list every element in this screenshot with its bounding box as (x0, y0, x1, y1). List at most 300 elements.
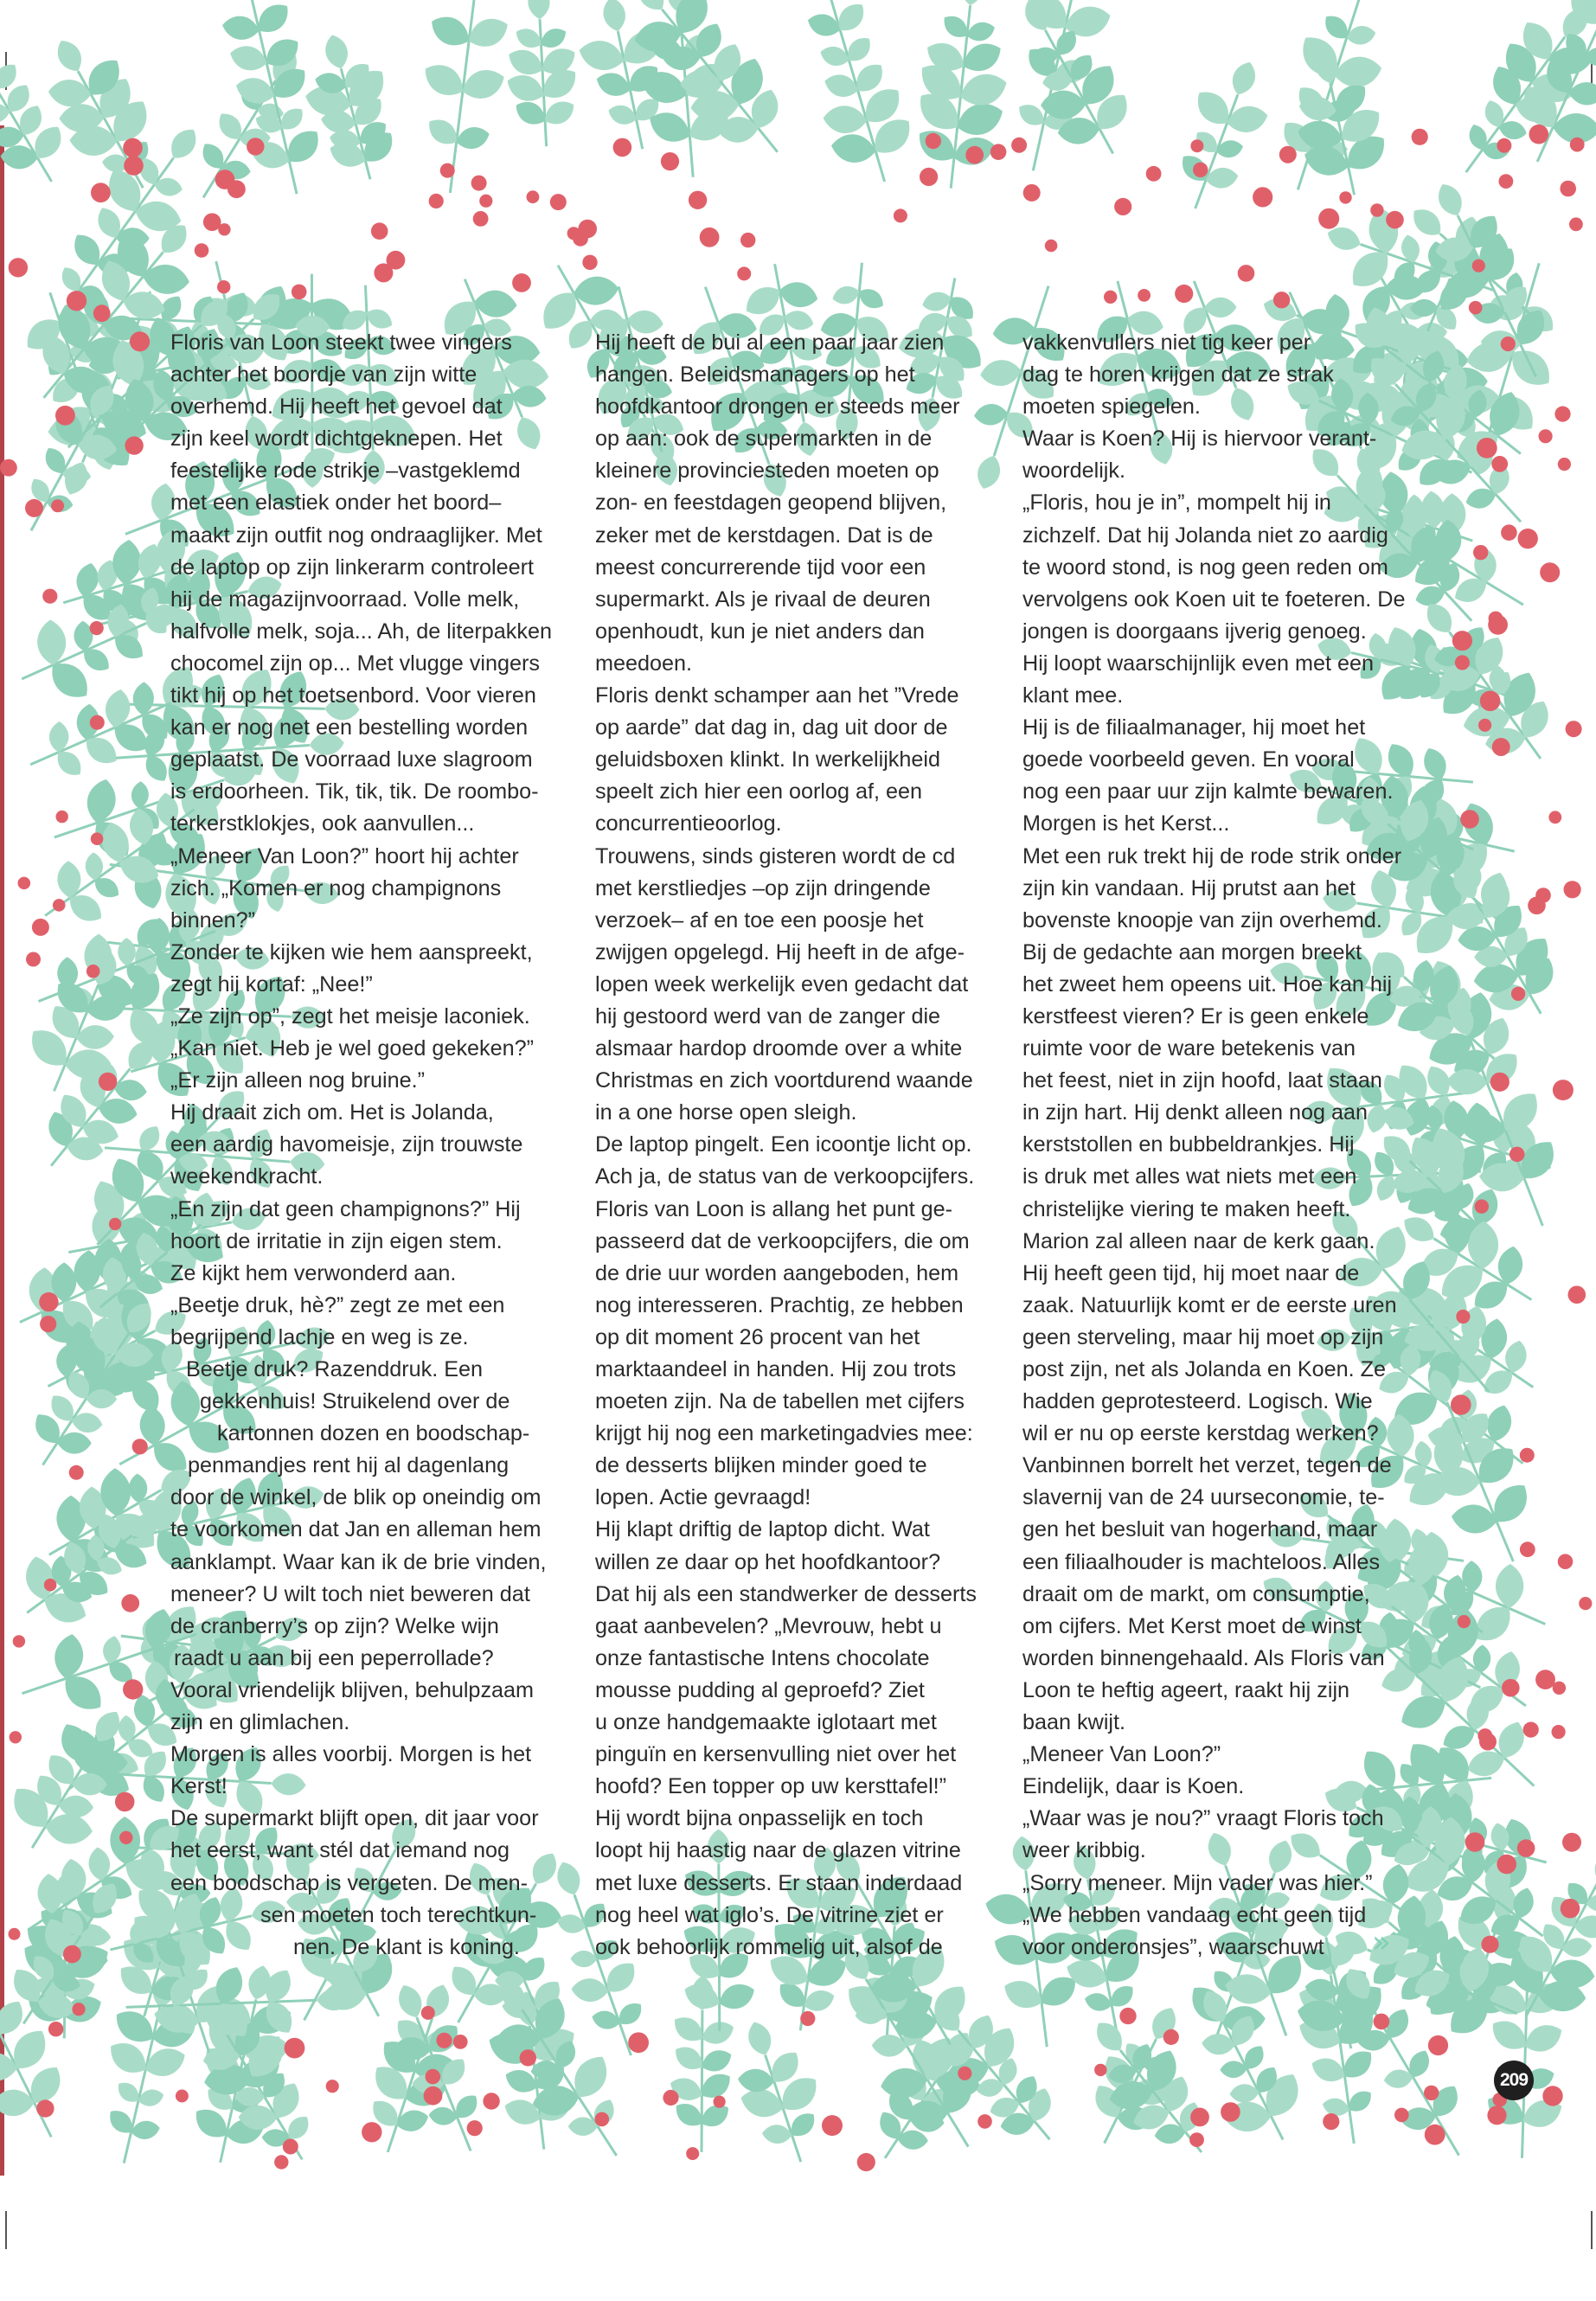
text-line: Floris denkt schamper aan het ”Vrede (595, 683, 959, 708)
text-line: Bij de gedachte aan morgen breekt (1022, 939, 1362, 965)
text-line: verzoek– af en toe een poosje het (595, 907, 924, 933)
berry-icon (1475, 1200, 1489, 1214)
text-line: met luxe desserts. Er staan inderdaad (595, 1870, 963, 1895)
text-line: feestelijke rode strikje –vastgeklemd (170, 458, 521, 484)
text-line: kleinere provinciesteden moeten op (595, 458, 939, 484)
text-line: penmandjes rent hij al dagenlang (188, 1453, 510, 1478)
berry-icon (1487, 2106, 1506, 2125)
berry-icon (217, 280, 230, 293)
text-line: is erdoorheen. Tik, tik, tik. De roombo- (170, 779, 539, 804)
text-line: passeerd dat de verkoopcijfers, die om (595, 1228, 970, 1253)
leaf-icon (454, 124, 492, 152)
text-line: woordelijk. (1022, 458, 1125, 484)
text-line: worden binnengehaald. Als Floris van (1022, 1645, 1385, 1670)
berry-icon (453, 2035, 468, 2049)
berry-icon (123, 138, 143, 158)
berry-icon (371, 222, 388, 240)
text-line: Eindelijk, daar is Koen. (1022, 1774, 1245, 1799)
text-line: achter het boordje van zijn witte (170, 362, 478, 388)
berry-icon (1511, 987, 1525, 1001)
text-line: post zijn, net als Jolanda en Koen. Ze (1022, 1357, 1387, 1381)
article-column-2 (595, 327, 1002, 1964)
berry-icon (1138, 289, 1151, 302)
leaf-icon (252, 0, 295, 40)
text-line: De supermarkt blijft open, dit jaar voor (170, 1806, 539, 1831)
berry-icon (72, 2003, 85, 2016)
berry-icon (1548, 811, 1561, 824)
text-line: zaak. Natuurlijk komt er de eerste uren (1022, 1292, 1397, 1317)
berry-icon (44, 1579, 57, 1592)
text-line: nog heel wat iglo’s. De vitrine ziet er (595, 1902, 944, 1927)
berry-icon (1542, 2086, 1562, 2106)
text-line: een boodschap is vergeten. De men- (170, 1870, 529, 1895)
text-line: het eerst, want stél dat iemand nog (170, 1838, 510, 1863)
berry-icon (1451, 1394, 1471, 1415)
text-line: Christmas en zich voortdurend waande (595, 1068, 973, 1093)
leaf-icon (804, 10, 843, 41)
leaf-icon (52, 35, 87, 76)
text-line: Floris van Loon steekt twee vingers (170, 330, 512, 355)
text-line: zijn en glimlachen. (170, 1710, 350, 1735)
berry-icon (1119, 2008, 1136, 2024)
berry-icon (1394, 2108, 1409, 2123)
berry-icon (125, 436, 143, 454)
berry-icon (1497, 1855, 1516, 1875)
berry-icon (1509, 1147, 1525, 1163)
berry-icon (429, 194, 444, 208)
berry-icon (1499, 174, 1514, 189)
text-line: lopen. Actie gevraagd! (595, 1485, 811, 1510)
berry-icon (292, 285, 307, 300)
text-line: wil er nu op eerste kerstdag werken? (1022, 1421, 1379, 1446)
text-line: het zweet hem opeens uit. Hoe kan hij (1022, 971, 1393, 997)
berry-icon (1094, 2064, 1106, 2076)
berry-icon (595, 2112, 610, 2127)
text-line: op dit moment 26 procent van het (595, 1324, 920, 1349)
berry-icon (48, 2022, 63, 2036)
berry-icon (218, 223, 230, 235)
text-line: het feest, niet in zijn hoofd, laat staan (1022, 1068, 1382, 1093)
text-line: hoofdkantoor drongen er steeds meer (595, 394, 960, 420)
berry-icon (1045, 240, 1058, 253)
text-line: zwijgen opgelegd. Hij heeft in de afge- (595, 939, 965, 965)
berry-icon (1560, 181, 1576, 197)
berry-icon (119, 1831, 132, 1844)
berry-icon (1497, 138, 1511, 153)
berry-icon (471, 176, 487, 191)
leaf-icon (823, 105, 868, 135)
text-line: in a one horse open sleigh. (595, 1100, 857, 1125)
leaf-icon (715, 1979, 759, 2015)
leaf-icon (1225, 103, 1270, 136)
berry-icon (1318, 208, 1339, 229)
berry-icon (894, 208, 907, 222)
text-line: meneer? U wilt toch niet beweren dat (170, 1581, 530, 1606)
text-line: alsmaar hardop droomde over a white (595, 1036, 963, 1061)
text-line: zichzelf. Dat hij Jolanda niet zo aardig (1022, 522, 1388, 548)
berry-icon (1535, 1670, 1555, 1689)
text-line: te woord stond, is nog geen reden om (1022, 554, 1388, 580)
text-line: door de winkel, de blik op oneindig om (170, 1485, 542, 1510)
berry-icon (1238, 265, 1255, 282)
text-line: geplaatst. De voorraad luxe slagroom (170, 747, 533, 772)
text-line: maakt zijn outfit nog ondraaglijker. Met (170, 522, 542, 548)
text-line: draait om de markt, om consumptie, (1022, 1581, 1370, 1606)
berry-icon (1189, 2132, 1204, 2147)
berry-icon (10, 1731, 22, 1743)
text-line: bovenste knoopje van zijn overhemd. (1022, 907, 1382, 933)
leaf-icon (164, 124, 202, 164)
berry-icon (36, 2099, 54, 2117)
berry-icon (115, 1792, 135, 1812)
text-line: Marion zal alleen naar de kerk gaan. (1022, 1228, 1375, 1253)
text-line: hoofd? Een topper op uw kersttafel!” (595, 1774, 947, 1799)
berry-icon (740, 233, 755, 247)
text-line: hoort de irritatie in zijn eigen stem. (170, 1228, 503, 1253)
text-line: De laptop pingelt. Een icoontje licht op. (595, 1132, 972, 1157)
leaf-icon (118, 938, 136, 966)
berry-icon (686, 2147, 699, 2160)
text-line: „Sorry meneer. Mijn vader was hier.” (1022, 1870, 1373, 1895)
berry-icon (1478, 719, 1491, 732)
berry-icon (1175, 285, 1193, 303)
text-line: kan er nog net een bestelling worden (170, 715, 529, 740)
text-line: Ach ja, de status van de verkoopcijfers. (595, 1164, 975, 1189)
text-line: kerststollen en bubbeldrankjes. Hij (1022, 1132, 1355, 1157)
text-line: Vanbinnen borrelt het verzet, tegen de (1022, 1453, 1392, 1478)
page-number-badge: 209 (1494, 2061, 1534, 2100)
berry-icon (123, 1679, 143, 1699)
leaf-icon (1589, 1846, 1596, 1887)
berry-icon (42, 589, 57, 604)
text-line: jongen is doorgaans ijverig genoeg. (1022, 619, 1367, 644)
berry-icon (550, 194, 567, 210)
berry-icon (1456, 1310, 1470, 1324)
text-line: Hij wordt bijna onpasselijk en toch (595, 1806, 924, 1831)
text-line: „Ze zijn op”, zegt het meisje laconiek. (170, 1003, 530, 1029)
berry-icon (1477, 438, 1497, 458)
text-line: Hij heeft de bui al een paar jaar zien (595, 330, 945, 355)
text-line: is druk met alles wat niets met een (1022, 1164, 1357, 1189)
text-line: in zijn hart. Hij denkt alleen nog aan (1022, 1100, 1368, 1125)
text-line: te voorkomen dat Jan en alleman hem (170, 1517, 542, 1542)
text-line: weekendkracht. (170, 1164, 324, 1189)
berry-icon (1529, 125, 1549, 144)
leaf-icon (956, 68, 1010, 112)
berry-icon (1488, 615, 1508, 635)
berry-icon (1539, 429, 1553, 443)
berry-icon (90, 715, 105, 730)
text-line: binnen?” (170, 907, 256, 933)
text-line: concurrentieoorlog. (595, 811, 782, 836)
berry-icon (1190, 139, 1203, 152)
text-line: weer kribbig. (1022, 1838, 1146, 1863)
text-line: overhemd. Hij heeft het gevoel dat (170, 394, 503, 420)
text-line: Morgen is het Kerst... (1022, 811, 1230, 836)
text-line: zegt hij kortaf: „Nee!” (170, 971, 373, 997)
berry-icon (283, 2139, 298, 2155)
berry-icon (1579, 1597, 1592, 1610)
text-line: Dat hij als een standwerker de desserts (595, 1581, 977, 1606)
berry-icon (661, 152, 679, 170)
berry-icon (426, 2069, 441, 2085)
text-line: hij gestoord werd van de zanger die (595, 1003, 941, 1029)
berry-icon (362, 2122, 381, 2142)
berry-icon (9, 258, 28, 277)
leaf-icon (83, 777, 119, 826)
berry-icon (1520, 1448, 1535, 1463)
berry-icon (1570, 138, 1585, 152)
leaf-icon (811, 0, 842, 3)
berry-icon (1339, 191, 1351, 203)
berry-icon (1452, 631, 1472, 651)
berry-icon (39, 1292, 58, 1311)
berry-icon (578, 220, 597, 239)
text-line: aanklampt. Waar kan ik de brie vinden, (170, 1549, 547, 1574)
text-line: meedoen. (595, 651, 693, 676)
berry-icon (40, 1316, 56, 1332)
text-line: nog interesseren. Prachtig, ze hebben (595, 1292, 964, 1317)
text-line: willen ze daar op het hoofdkantoor? (595, 1549, 941, 1574)
text-line: „Meneer Van Loon?” (1022, 1742, 1221, 1767)
text-line: geen sterveling, maar hij moet op zijn (1022, 1324, 1384, 1349)
text-line: kartonnen dozen en boodschap- (217, 1421, 530, 1446)
berry-icon (1492, 738, 1510, 756)
berry-icon (1558, 458, 1571, 471)
berry-icon (0, 459, 17, 477)
text-line: Morgen is alles voorbij. Morgen is het (170, 1742, 532, 1767)
berry-icon (440, 163, 455, 178)
berry-icon (1491, 456, 1508, 472)
berry-icon (479, 195, 492, 208)
berry-icon (800, 2011, 815, 2026)
text-line: raadt u aan bij een peperrollade? (174, 1645, 494, 1670)
text-line: sen moeten toch terechtkun- (260, 1902, 537, 1927)
leaf-icon (141, 2042, 189, 2082)
berry-icon (1564, 881, 1581, 898)
berry-icon (56, 811, 68, 823)
berry-icon (700, 228, 720, 247)
berry-icon (1469, 301, 1483, 315)
berry-icon (1518, 529, 1538, 548)
text-line: Hij heeft geen tijd, hij moet naar de (1022, 1260, 1360, 1285)
berry-icon (1104, 291, 1117, 304)
berry-icon (958, 2067, 971, 2080)
text-line: supermarkt. Als je rivaal de deuren (595, 586, 931, 612)
leaf-icon (103, 688, 133, 730)
berry-icon (51, 499, 64, 512)
berry-icon (1412, 129, 1428, 145)
text-line: klant mee. (1022, 683, 1124, 708)
text-line: krijgt hij nog een marketingadvies mee: (595, 1421, 973, 1446)
berry-icon (124, 156, 144, 176)
berry-icon (1473, 545, 1488, 560)
text-line: „We hebben vandaag echt geen tijd (1022, 1902, 1367, 1927)
berry-icon (1490, 1073, 1509, 1092)
berry-icon (1566, 721, 1582, 737)
berry-icon (1569, 217, 1583, 231)
text-line: tikt hij op het toetsenbord. Voor vieren (170, 683, 536, 708)
leaf-icon (1204, 297, 1236, 317)
berry-icon (53, 899, 66, 912)
berry-icon (195, 243, 209, 258)
berry-icon (247, 138, 264, 155)
text-line: de cranberry’s op zijn? Welke wijn (170, 1613, 499, 1638)
leaf-icon (234, 0, 263, 1)
berry-icon (990, 144, 1007, 160)
text-line: ruimte voor de ware betekenis van (1022, 1036, 1356, 1061)
leaf-icon (36, 619, 67, 666)
text-line: zijn keel wordt dichtgeknepen. Het (170, 426, 503, 452)
berry-icon (90, 621, 104, 635)
leaf-icon (698, 2046, 735, 2077)
berry-icon (215, 170, 235, 189)
text-line: meest concurrerende tijd voor een (595, 554, 926, 580)
leaf-icon (394, 2106, 431, 2135)
text-line: kerstfeest vieren? Er is geen enkele (1022, 1003, 1369, 1029)
berry-icon (857, 2153, 875, 2171)
text-line: nog een paar uur zijn kalmte bewaren. (1022, 779, 1394, 804)
text-line: Zonder te kijken wie hem aanspreekt, (170, 939, 533, 965)
text-line: de drie uur worden aangeboden, hem (595, 1260, 959, 1285)
berry-icon (1465, 1832, 1485, 1852)
berry-icon (582, 255, 597, 270)
text-line: op aarde” dat dag in, dag uit door de (595, 715, 948, 740)
text-line: pinguïn en kersenvulling niet over het (595, 1742, 957, 1767)
text-line: gaat aanbevelen? „Mevrouw, hebt u (595, 1613, 942, 1638)
text-line: met een elastiek onder het boord– (170, 490, 502, 516)
berry-icon (63, 1945, 81, 1964)
leaf-icon (1227, 59, 1260, 99)
berry-icon (1523, 1722, 1539, 1738)
berry-icon (1146, 166, 1162, 182)
text-line: een filiaalhouder is machteloos. Alles (1022, 1549, 1381, 1574)
text-line: Vooral vriendelijk blijven, behulpzaam (170, 1677, 535, 1702)
berry-icon (132, 1439, 148, 1454)
berry-icon (1501, 524, 1517, 541)
text-line: „Beetje druk, hè?” zegt ze met een (170, 1292, 505, 1317)
berry-icon (1370, 203, 1383, 216)
berry-icon (18, 877, 31, 890)
article-column-3 (1022, 327, 1442, 1964)
berry-icon (93, 304, 111, 322)
text-line: „En zijn dat geen champignons?” Hij (170, 1196, 521, 1221)
berry-icon (1540, 562, 1560, 582)
berry-icon (26, 952, 41, 967)
leaf-icon (571, 1977, 609, 2003)
text-line: loopt hij haastig naar de glazen vitrine (595, 1838, 961, 1863)
text-line: christelijke viering te maken heeft. (1022, 1196, 1351, 1221)
leaf-icon (817, 43, 851, 69)
berry-icon (520, 2049, 536, 2066)
text-line: op aan: ook de supermarkten in de (595, 426, 933, 452)
text-line: ook behoorlijk rommelig uit, alsof de (595, 1934, 943, 1959)
berry-icon (421, 2006, 435, 2020)
text-line: gekkenhuis! Struikelend over de (200, 1389, 510, 1414)
text-line: lopen week werkelijk even gedacht dat (595, 971, 969, 997)
berry-icon (1479, 1734, 1497, 1751)
text-line: zeker met de kerstdagen. Dat is de (595, 522, 933, 548)
text-line: voor onderonsjes”, waarschuwt (1022, 1934, 1324, 1959)
berry-icon (1190, 2108, 1209, 2127)
berry-icon (130, 331, 150, 351)
text-line: Hij is de filiaalmanager, hij moet het (1022, 715, 1366, 740)
text-line: Loon te heftig ageert, raakt hij zijn (1022, 1677, 1350, 1702)
berry-icon (920, 168, 938, 186)
berry-icon (1554, 407, 1570, 422)
text-line: „Floris, hou je in”, mompelt hij in (1022, 490, 1331, 516)
berry-icon (32, 919, 49, 936)
text-line: vervolgens ook Koen uit te foeteren. De (1022, 586, 1406, 612)
text-line: moeten spiegelen. (1022, 394, 1201, 420)
berry-icon (436, 2033, 452, 2048)
text-line: halfvolle melk, soja... Ah, de literpakken (170, 619, 553, 644)
berry-icon (1535, 888, 1551, 903)
text-line: de desserts blijken minder goed te (595, 1453, 927, 1478)
text-line: hadden geprotesteerd. Logisch. Wie (1022, 1389, 1373, 1414)
berry-icon (285, 2038, 305, 2059)
berry-icon (1501, 336, 1516, 351)
berry-icon (1273, 292, 1290, 308)
berry-icon (1458, 1615, 1471, 1628)
text-line: Met een ruk trekt hij de rode strik onder (1022, 843, 1402, 868)
leaf-icon (590, 2008, 622, 2032)
text-line: u onze handgemaakte iglotaart met (595, 1710, 937, 1735)
text-line: geluidsboxen klinkt. In werkelijkheid (595, 747, 941, 772)
text-line: marktaandeel in handen. Hij zou trots (595, 1357, 957, 1381)
text-line: „Meneer Van Loon?” hoort hij achter (170, 843, 519, 868)
berry-icon (822, 2115, 843, 2136)
text-line: zon- en feestdagen geopend blijven, (595, 490, 947, 516)
berry-icon (1552, 1725, 1566, 1739)
berry-icon (1460, 810, 1479, 829)
berry-icon (663, 2090, 678, 2106)
berry-icon (13, 1635, 25, 1647)
leaf-icon (322, 32, 352, 71)
text-line: dag te horen krijgen dat ze strak (1022, 362, 1334, 388)
berry-icon (1424, 2086, 1439, 2100)
berry-icon (326, 2080, 339, 2093)
berry-icon (67, 291, 87, 311)
berry-icon (1455, 655, 1470, 670)
text-line: met kerstliedjes –op zijn dringende (595, 875, 931, 901)
text-line: de laptop op zijn linkerarm controleert (170, 554, 535, 580)
text-line: Ze kijkt hem verwonderd aan. (170, 1260, 457, 1285)
text-line: hij de magazijnvoorraad. Volle melk, (170, 586, 520, 612)
text-line: Trouwens, sinds gisteren wordt de cd (595, 843, 956, 868)
berry-icon (55, 406, 75, 426)
text-line: begrijpend lachje en weg is ze. (170, 1324, 469, 1349)
continue-arrow-icon: » (1372, 1925, 1392, 1960)
text-line: „Er zijn alleen nog bruine.” (170, 1068, 426, 1093)
berry-icon (1279, 146, 1297, 163)
berry-icon (1163, 2029, 1179, 2045)
berry-icon (87, 965, 100, 978)
text-line: openhoudt, kun je niet anders dan (595, 619, 925, 644)
berry-icon (1553, 1080, 1574, 1100)
berry-icon (613, 138, 632, 157)
text-line: zijn kin vandaan. Hij prutst aan het (1022, 875, 1356, 901)
text-line: nen. De klant is koning. (293, 1934, 520, 1959)
leaf-icon (744, 2019, 776, 2059)
text-line: „Kan niet. Heb je wel goed gekeken?” (170, 1036, 535, 1061)
berry-icon (1386, 211, 1404, 229)
article-column-1 (170, 327, 577, 1964)
berry-icon (977, 2114, 992, 2129)
berry-icon (473, 211, 489, 227)
berry-icon (176, 2090, 189, 2103)
berry-icon (737, 266, 751, 280)
